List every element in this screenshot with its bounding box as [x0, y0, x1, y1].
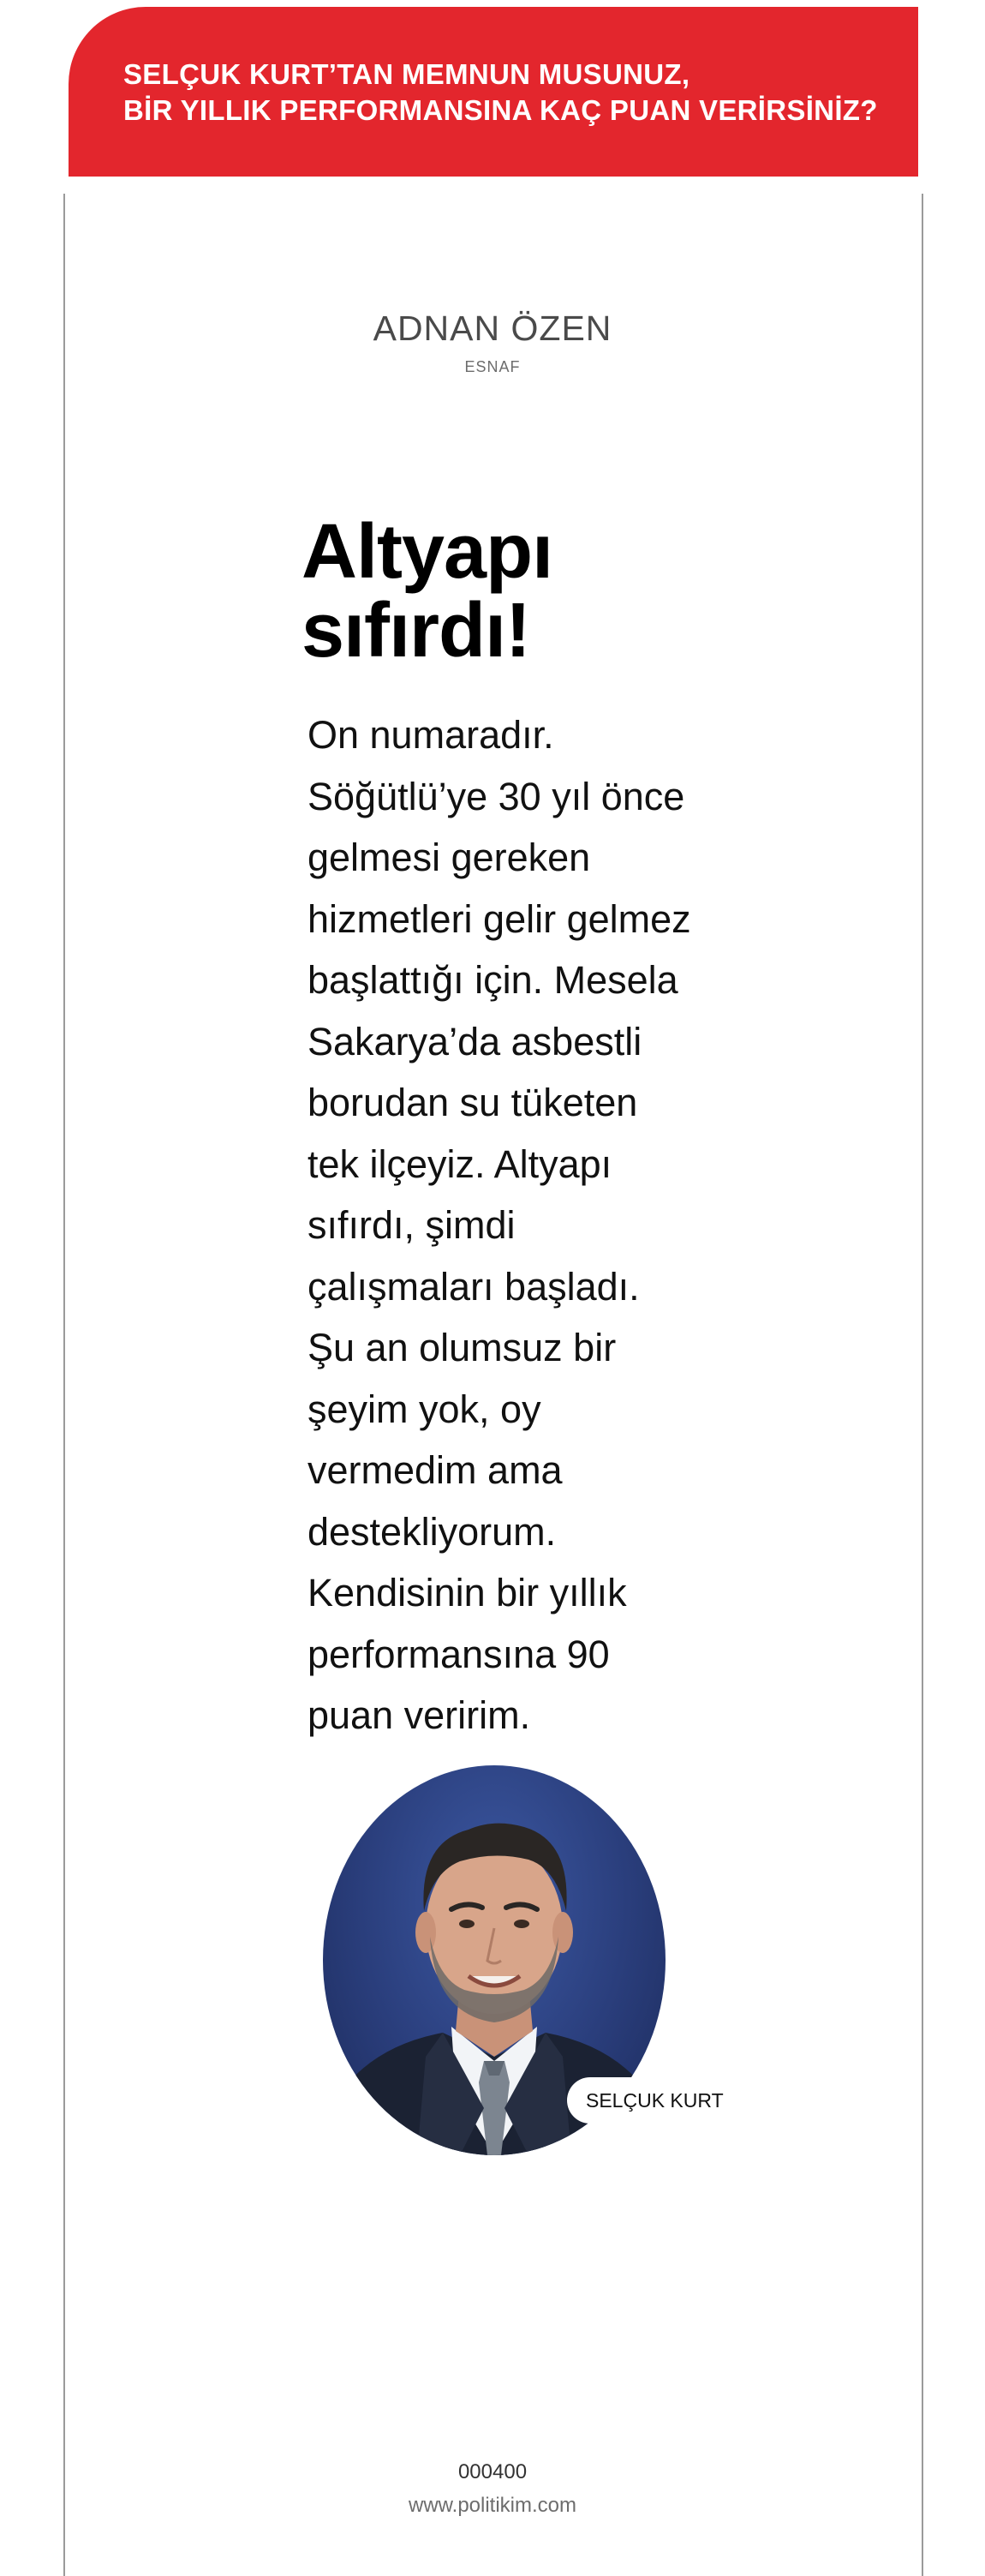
quote-line: tek ilçeyiz. Altyapı: [307, 1141, 612, 1186]
frame-left-border: [63, 194, 65, 2576]
quote-line: borudan su tüketen: [307, 1081, 638, 1124]
quote-line: Şu an olumsuz bir: [307, 1326, 617, 1369]
frame-right-border: [922, 194, 923, 2576]
header-question-line-2: BİR YILLIK PERFORMANSINA KAÇ PUAN VERİRSİNİZ?: [123, 94, 878, 126]
header-banner: [69, 7, 918, 177]
portrait-name-label: SELÇUK KURT: [567, 2077, 743, 2124]
quote-line: başlattığı için. Mesela: [307, 958, 678, 1002]
quote-line: destekliyorum.: [307, 1509, 557, 1554]
header-question-line-1: SELÇUK KURT’TAN MEMNUN MUSUNUZ,: [123, 58, 690, 90]
quote-line: Söğütlü’ye 30 yıl önce: [307, 774, 685, 818]
interviewee-role: ESNAF: [464, 358, 521, 375]
quote-line: vermedim ama: [307, 1448, 563, 1492]
quote-line: On numaradır.: [307, 713, 554, 757]
footer-website-link[interactable]: www.politikim.com: [408, 2494, 577, 2517]
quote-line: puan veririm.: [307, 1693, 531, 1737]
quote-line: hizmetleri gelir gelmez: [307, 896, 691, 941]
quote-line: Sakarya’da asbestli: [307, 1019, 642, 1063]
headline-line-2: sıfırdı!: [301, 588, 531, 674]
headline-line-1: Altyapı: [301, 509, 553, 595]
quote-headline: [301, 509, 781, 674]
quote-line: gelmesi gereken: [307, 836, 591, 879]
footer-code: 000400: [457, 2460, 528, 2483]
quote-line: performansına 90: [307, 1632, 610, 1676]
quote-line: şeyim yok, oy: [307, 1387, 541, 1431]
quote-line: Kendisinin bir yıllık: [307, 1571, 627, 1614]
quote-line: çalışmaları başladı.: [307, 1264, 640, 1309]
quote-body: [307, 704, 710, 1746]
interviewee-name: ADNAN ÖZEN: [373, 309, 612, 348]
quote-line: sıfırdı, şimdi: [307, 1203, 516, 1247]
